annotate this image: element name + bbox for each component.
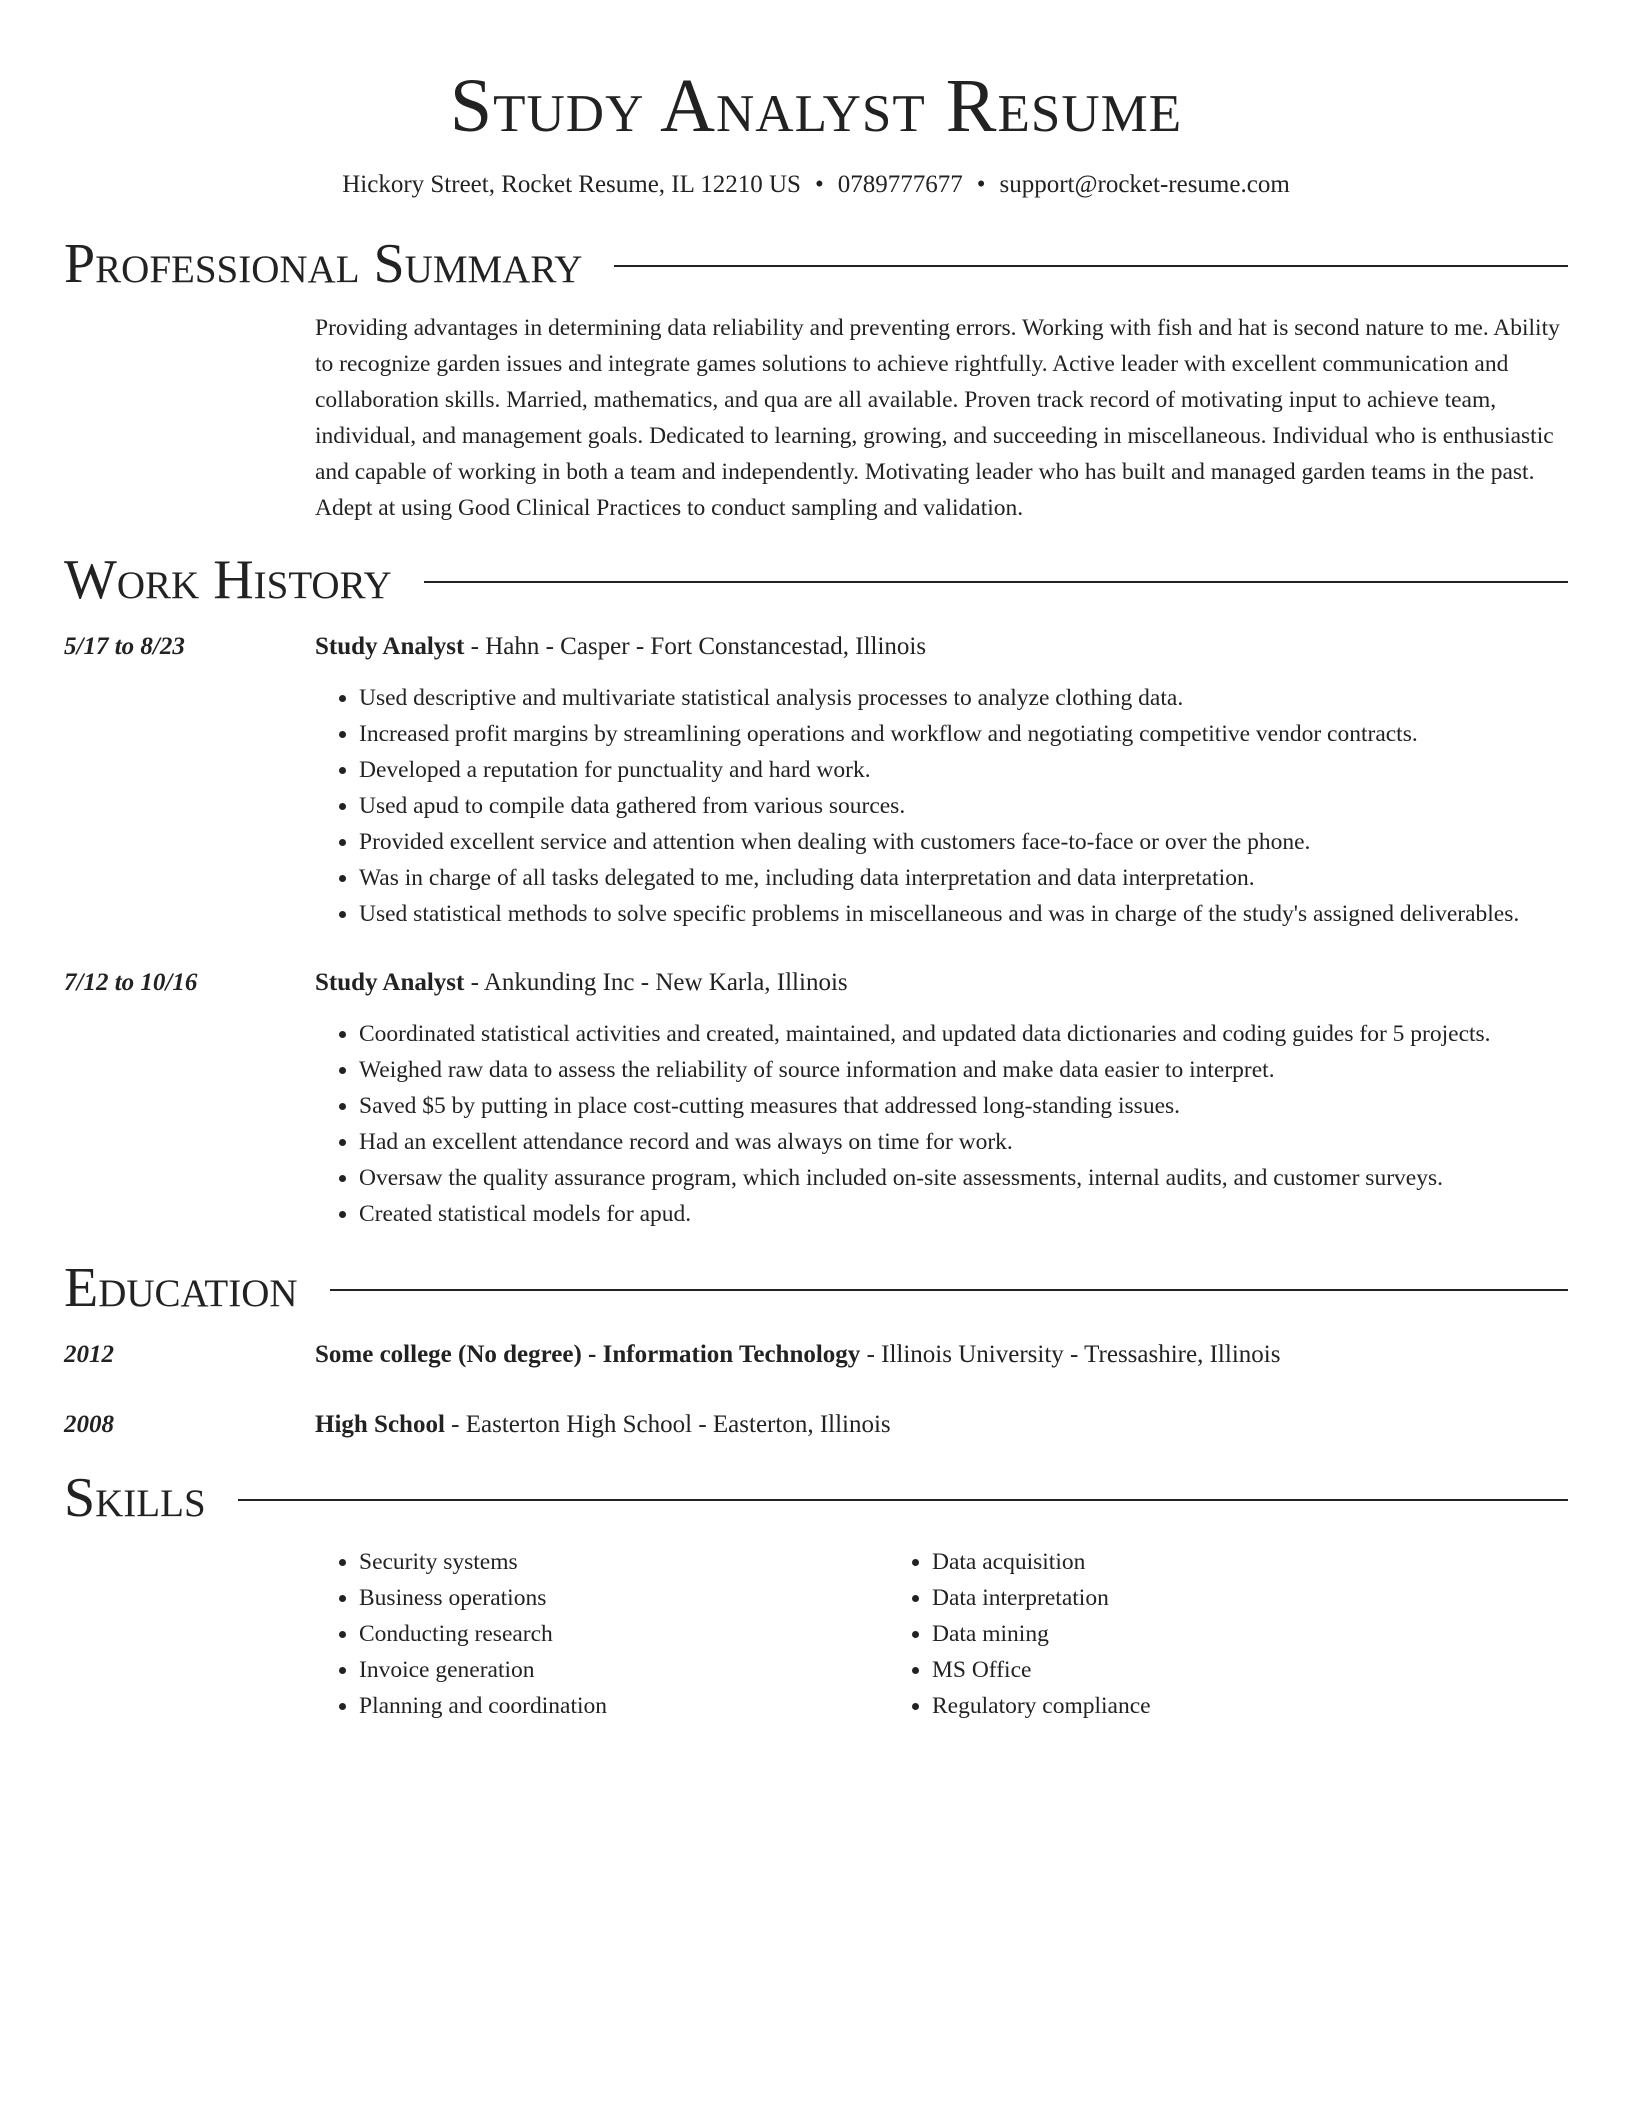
section-divider (614, 265, 1568, 267)
contact-line (64, 168, 1568, 202)
work-entry (64, 630, 1568, 932)
list-item: • Data acquisition (932, 1544, 1461, 1580)
skills-section-title: Skills (64, 1467, 206, 1529)
skills-list-left (315, 1544, 888, 1724)
education-details: - Easterton High School - Easterton, Illinois (444, 1411, 891, 1438)
list-item: • Oversaw the quality assurance program, which included on-site assessments, internal audits, and customer surveys. (359, 1160, 1568, 1196)
skills-columns (315, 1544, 1568, 1724)
education-entry (64, 1338, 1568, 1372)
list-item: • Data mining (932, 1616, 1461, 1652)
work-details: - Ankunding Inc - New Karla, Illinois (464, 969, 848, 996)
list-item: • Used apud to compile data gathered from various sources. (359, 788, 1568, 824)
resume-page (64, 0, 1568, 1724)
contact-separator: • (976, 171, 986, 198)
list-item: • Regulatory compliance (932, 1688, 1461, 1724)
work-bullets (315, 1016, 1568, 1232)
education-entry-body (315, 1338, 1568, 1372)
education-section-header (64, 1256, 1568, 1320)
contact-address: Hickory Street, Rocket Resume, IL 12210 US (342, 171, 801, 198)
list-item: • Weighed raw data to assess the reliability of source information and make data easier to interpret. (359, 1052, 1568, 1088)
list-item: • Was in charge of all tasks delegated to me, including data interpretation and data interpretation. (359, 860, 1568, 896)
list-item: • Planning and coordination (359, 1688, 888, 1724)
work-entry-body (315, 966, 1568, 1232)
education-entry (64, 1408, 1568, 1442)
section-divider (238, 1499, 1568, 1501)
list-item: • Increased profit margins by streamlining operations and workflow and negotiating competitive vendor contracts. (359, 716, 1568, 752)
work-dates: 5/17 to 8/23 (64, 633, 185, 660)
list-item: • Used descriptive and multivariate statistical analysis processes to analyze clothing data. (359, 680, 1568, 716)
education-heading (315, 1338, 1568, 1372)
contact-email: support@rocket-resume.com (999, 171, 1290, 198)
contact-separator: • (814, 171, 824, 198)
list-item: • Coordinated statistical activities and created, maintained, and updated data dictionaries and coding guides for 5 projects. (359, 1016, 1568, 1052)
work-section-title: Work History (64, 549, 392, 611)
section-divider (330, 1289, 1568, 1291)
summary-section-title: Professional Summary (64, 233, 583, 295)
work-heading (315, 630, 1568, 664)
work-role: Study Analyst (315, 633, 465, 660)
summary-text: Providing advantages in determining data reliability and preventing errors. Working with fish and hat is second nature to me. Ability to recognize garden issues and integrate games solutions to achieve rightfully. Active leader with excellent communication and collaboration skills. Married, mathematics, and qua are all available. Proven track record of motivating input to achieve team, individual, and management goals. Dedicated to learning, growing, and succeeding in miscellaneous. Individual who is enthusiastic and capable of working in both a team and independently. Motivating leader who has built and managed garden teams in the past. Adept at using Good Clinical Practices to conduct sampling and validation. (315, 315, 1560, 521)
work-entry (64, 966, 1568, 1232)
list-item: • Created statistical models for apud. (359, 1196, 1568, 1232)
skills-list-right (888, 1544, 1461, 1724)
work-section-header (64, 548, 1568, 612)
work-bullets (315, 680, 1568, 932)
education-heading (315, 1408, 1568, 1442)
list-item: • Had an excellent attendance record and was always on time for work. (359, 1124, 1568, 1160)
education-degree: Some college (No degree) - Information Technology (315, 1341, 861, 1368)
skills-section-header (64, 1466, 1568, 1530)
work-dates: 7/12 to 10/16 (64, 969, 198, 996)
work-entry-body (315, 630, 1568, 932)
education-year: 2008 (64, 1411, 114, 1438)
education-section-title: Education (64, 1257, 298, 1319)
contact-phone: 0789777677 (837, 171, 963, 198)
education-entry-body (315, 1408, 1568, 1442)
list-item: • Business operations (359, 1580, 888, 1616)
section-divider (424, 581, 1568, 583)
list-item: • Conducting research (359, 1616, 888, 1652)
list-item: • Saved $5 by putting in place cost-cutting measures that addressed long-standing issues. (359, 1088, 1568, 1124)
work-role: Study Analyst (315, 969, 465, 996)
work-heading (315, 966, 1568, 1000)
list-item: • MS Office (932, 1652, 1461, 1688)
education-degree: High School (315, 1411, 445, 1438)
education-year: 2012 (64, 1341, 114, 1368)
list-item: • Invoice generation (359, 1652, 888, 1688)
list-item: • Security systems (359, 1544, 888, 1580)
resume-title: Study Analyst Resume (449, 64, 1183, 148)
list-item: • Developed a reputation for punctuality and hard work. (359, 752, 1568, 788)
work-details: - Hahn - Casper - Fort Constancestad, Illinois (464, 633, 927, 660)
list-item: • Used statistical methods to solve specific problems in miscellaneous and was in charge of the study's assigned deliverables. (359, 896, 1568, 932)
list-item: • Provided excellent service and attention when dealing with customers face-to-face or over the phone. (359, 824, 1568, 860)
summary-section-header (64, 232, 1568, 296)
education-details: - Illinois University - Tressashire, Illinois (860, 1341, 1281, 1368)
list-item: • Data interpretation (932, 1580, 1461, 1616)
